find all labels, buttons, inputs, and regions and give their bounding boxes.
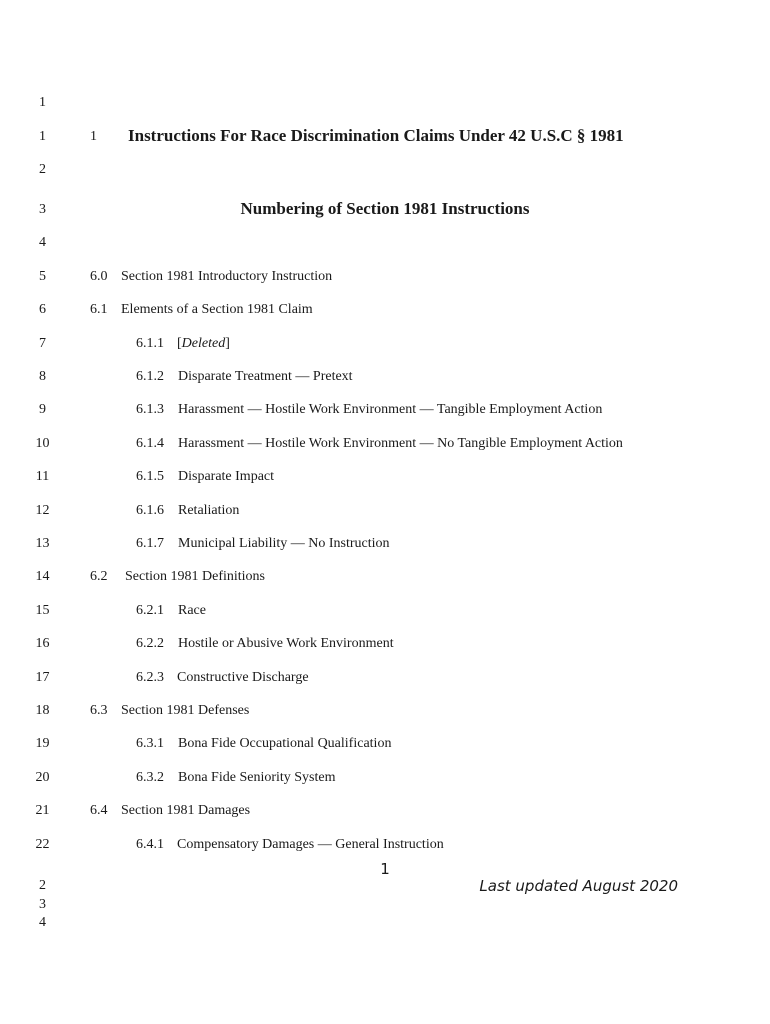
line-number: 3 [39, 202, 46, 217]
toc-number: 6.1.5 [136, 469, 164, 484]
toc-number: 6.1.7 [136, 536, 164, 551]
toc-label: Bona Fide Seniority System [178, 770, 336, 785]
bracket-open: [ [177, 336, 182, 351]
line-number: 7 [39, 336, 46, 351]
toc-entry [136, 603, 206, 619]
toc-number: 6.2.3 [136, 670, 164, 685]
line-number: 22 [35, 837, 50, 852]
line-number: 19 [35, 736, 50, 751]
toc-label: Bona Fide Occupational Qualification [178, 736, 392, 751]
toc-label: Disparate Treatment — Pretext [178, 369, 353, 384]
toc-number: 6.4.1 [136, 837, 164, 852]
toc-number: 6.1.4 [136, 436, 164, 451]
toc-entry [136, 770, 336, 786]
line-number: 3 [39, 897, 46, 912]
toc-label: Harassment — Hostile Work Environment — Tangible Employment Action [178, 402, 603, 417]
toc-entry [136, 837, 444, 853]
line-number: 18 [35, 703, 50, 718]
toc-entry [136, 503, 239, 519]
toc-number: 6.3.2 [136, 770, 164, 785]
line-number: 9 [39, 402, 46, 417]
line-number: 4 [39, 235, 46, 250]
toc-entry [90, 269, 332, 285]
toc-label: Hostile or Abusive Work Environment [178, 636, 394, 651]
line-number: 12 [35, 503, 50, 518]
toc-label: Section 1981 Introductory Instruction [121, 269, 333, 284]
toc-number: 6.3.1 [136, 736, 164, 751]
line-number: 8 [39, 369, 46, 384]
toc-entry [136, 436, 623, 452]
section-heading: Numbering of Section 1981 Instructions [240, 199, 530, 218]
toc-number: 6.1.2 [136, 369, 164, 384]
toc-number: 6.1.3 [136, 402, 164, 417]
toc-number: 6.0 [90, 269, 108, 284]
toc-label: Compensatory Damages — General Instruction [177, 837, 444, 852]
toc-label: Section 1981 Defenses [121, 703, 250, 718]
toc-entry [136, 402, 602, 418]
toc-label: Elements of a Section 1981 Claim [121, 302, 313, 317]
toc-number: 6.3 [90, 703, 108, 718]
footnote-marker: 1 [90, 129, 97, 144]
toc-entry [136, 469, 274, 485]
toc-number: 6.1 [90, 302, 108, 317]
toc-number: 6.2.2 [136, 636, 164, 651]
toc-entry [90, 302, 313, 318]
last-updated: Last updated August 2020 [479, 877, 678, 895]
line-number: 6 [39, 302, 46, 317]
toc-label: Disparate Impact [178, 469, 275, 484]
toc-label: Retaliation [178, 503, 240, 518]
toc-label: Municipal Liability — No Instruction [178, 536, 390, 551]
toc-label: Harassment — Hostile Work Environment — No Tangible Employment Action [178, 436, 623, 451]
bracket-close: ] [225, 336, 230, 351]
line-number: 4 [39, 915, 46, 930]
line-number: 13 [35, 536, 50, 551]
toc-label: Race [178, 603, 206, 618]
toc-label: Section 1981 Damages [121, 803, 251, 818]
toc-number: 6.2 [90, 569, 108, 584]
line-number: 11 [35, 469, 50, 484]
document-title: Instructions For Race Discrimination Claims Under 42 U.S.C § 1981 [128, 126, 624, 145]
line-number: 20 [35, 770, 50, 785]
toc-entry [136, 636, 394, 652]
line-number: 21 [35, 803, 50, 818]
toc-number: 6.1.6 [136, 503, 164, 518]
line-number: 14 [35, 569, 50, 584]
toc-entry [90, 569, 265, 585]
line-number: 15 [35, 603, 50, 618]
toc-entry [136, 369, 353, 385]
toc-entry [136, 536, 390, 552]
toc-number: 6.2.1 [136, 603, 164, 618]
line-number: 16 [35, 636, 50, 651]
line-number: 2 [39, 162, 46, 177]
toc-entry [90, 703, 249, 719]
toc-entry [136, 736, 391, 752]
toc-label: Deleted [181, 336, 226, 351]
line-number: 1 [39, 129, 46, 144]
line-number: 2 [39, 878, 46, 893]
toc-label: Section 1981 Definitions [125, 569, 265, 584]
toc-entry [136, 336, 230, 352]
toc-number: 6.4 [90, 803, 108, 818]
page-number: 1 [380, 860, 390, 878]
toc-entry [90, 803, 250, 819]
line-number: 5 [39, 269, 46, 284]
toc-entry [136, 670, 309, 686]
line-number: 10 [35, 436, 50, 451]
line-number: 17 [35, 670, 50, 685]
toc-label: Constructive Discharge [177, 670, 309, 685]
toc-number: 6.1.1 [136, 336, 164, 351]
line-number: 1 [39, 95, 46, 110]
